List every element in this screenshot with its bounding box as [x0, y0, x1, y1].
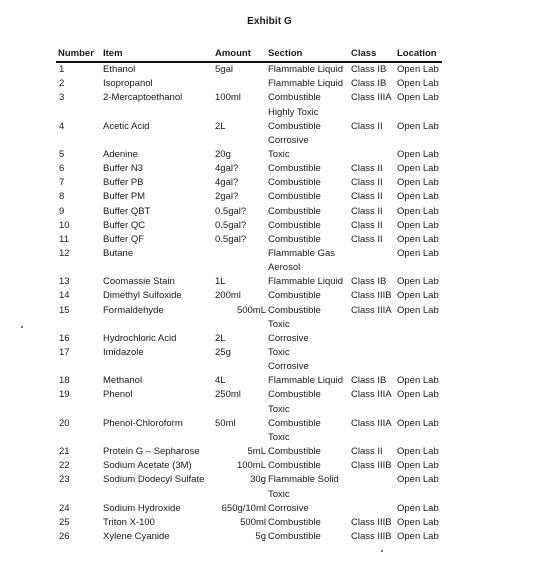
row-item: Buffer PB [103, 177, 144, 189]
row-section: Flammable Solid [268, 474, 339, 486]
row-class: Class IIIA [351, 304, 392, 316]
table-row [0, 93, 539, 105]
row-number: 26 [59, 531, 70, 542]
header-rule [56, 61, 442, 63]
row-amount: 500mL [236, 304, 266, 316]
table-row [0, 192, 539, 204]
row-item: Sodium Hydroxide [103, 502, 181, 514]
row-section: Flammable Liquid [268, 64, 343, 75]
header-section: Section [268, 48, 303, 59]
row-number: 15 [59, 304, 70, 316]
row-item: 2-Mercaptoethanol [103, 92, 183, 104]
row-class: Class IIIA [351, 389, 392, 401]
row-section: Corrosive [268, 361, 309, 373]
row-section: Combustible [268, 417, 321, 429]
row-amount: 100mL [236, 460, 266, 472]
row-amount: 4gal? [215, 163, 239, 175]
row-item: Buffer QBT [103, 205, 151, 217]
table-row [0, 348, 539, 360]
row-section: Toxic [268, 488, 290, 500]
row-section: Combustible [268, 92, 321, 104]
row-amount: 30g [250, 474, 266, 486]
row-number: 17 [59, 347, 70, 358]
table-row [0, 461, 539, 473]
row-section: Toxic [268, 431, 290, 443]
row-item: Xylene Cyanide [103, 531, 170, 542]
scan-speck [381, 550, 383, 552]
table-row [0, 376, 539, 388]
header-number: Number [58, 48, 94, 59]
row-section: Corrosive [268, 332, 309, 344]
table-row [0, 178, 539, 190]
row-number: 20 [59, 417, 70, 429]
row-class: Class II [351, 233, 383, 245]
row-location: Open Lab [397, 64, 439, 75]
row-section: Combustible [268, 290, 321, 302]
row-amount: 1L [215, 276, 226, 288]
row-item: Phenol [103, 389, 133, 401]
row-number: 2 [59, 78, 65, 90]
row-section: Combustible [268, 163, 321, 175]
table-row [0, 164, 539, 176]
row-number: 22 [59, 460, 70, 472]
row-section: Flammable Liquid [268, 78, 343, 90]
row-number: 12 [59, 248, 70, 259]
row-number: 3 [59, 92, 65, 104]
row-section: Combustible [268, 531, 321, 542]
row-section: Combustible [268, 304, 321, 316]
row-section: Combustible [268, 191, 321, 203]
exhibit-title: Exhibit G [247, 16, 292, 27]
row-number: 7 [59, 177, 65, 189]
row-item: Formaldehyde [103, 304, 164, 316]
row-amount: 0.5gal? [215, 219, 247, 231]
row-number: 18 [59, 375, 70, 387]
table-row [0, 65, 539, 77]
row-item: Hydrochloric Acid [103, 332, 177, 344]
table-row [0, 390, 539, 402]
row-section: Combustible [268, 233, 321, 245]
row-class: Class IB [351, 375, 387, 387]
row-item: Dimethyl Sulfoxide [103, 290, 182, 302]
table-row [0, 263, 539, 275]
header-item: Item [103, 48, 123, 59]
row-class: Class II [351, 177, 383, 189]
row-item: Buffer PM [103, 191, 146, 203]
row-number: 4 [59, 120, 65, 132]
row-location: Open Lab [397, 531, 439, 542]
row-item: Acetic Acid [103, 120, 150, 132]
row-section: Combustible [268, 120, 321, 132]
row-amount: 2L [215, 120, 226, 132]
row-amount: 500ml [240, 516, 266, 528]
row-section: Toxic [268, 318, 290, 330]
row-section: Corrosive [268, 134, 309, 146]
row-location: Open Lab [397, 276, 439, 288]
row-location: Open Lab [397, 446, 439, 458]
row-location: Open Lab [397, 417, 439, 429]
table-row [0, 122, 539, 134]
row-location: Open Lab [397, 460, 439, 472]
row-location: Open Lab [397, 474, 439, 486]
scan-speck [21, 326, 23, 328]
row-section: Combustible [268, 177, 321, 189]
row-section: Combustible [268, 205, 321, 217]
row-section: Combustible [268, 460, 321, 472]
row-section: Highly Toxic [268, 106, 319, 118]
row-section: Combustible [268, 516, 321, 528]
row-class: Class IIIB [351, 531, 392, 542]
table-row [0, 207, 539, 219]
row-class: Class IIIB [351, 460, 392, 472]
header-location: Location [397, 48, 437, 59]
row-section: Corrosive [268, 502, 309, 514]
row-amount: 650g/10ml [221, 502, 266, 514]
header-class: Class [351, 48, 377, 59]
row-location: Open Lab [397, 219, 439, 231]
row-class: Class II [351, 205, 383, 217]
row-item: Buffer QF [103, 233, 145, 245]
row-item: Protein G – Sepharose [103, 446, 200, 458]
row-class: Class IB [351, 276, 387, 288]
table-row [0, 362, 539, 374]
table-row [0, 291, 539, 303]
row-amount: 50ml [215, 417, 236, 429]
row-item: Ethanol [103, 64, 136, 75]
row-number: 25 [59, 516, 70, 528]
row-amount: 4L [215, 375, 226, 387]
table-row [0, 532, 539, 544]
row-amount: 200ml [215, 290, 241, 302]
row-item: Sodium Acetate (3M) [103, 460, 192, 472]
row-section: Flammable Liquid [268, 375, 343, 387]
row-number: 13 [59, 276, 70, 288]
row-number: 14 [59, 290, 70, 302]
row-location: Open Lab [397, 502, 439, 514]
row-amount: 250ml [215, 389, 241, 401]
row-section: Toxic [268, 403, 290, 415]
row-location: Open Lab [397, 205, 439, 217]
row-number: 6 [59, 163, 65, 175]
row-class: Class IIIA [351, 417, 392, 429]
row-amount: 2gal? [215, 191, 239, 203]
row-number: 16 [59, 332, 70, 344]
table-row [0, 320, 539, 332]
row-amount: 2L [215, 332, 226, 344]
row-location: Open Lab [397, 92, 439, 104]
row-location: Open Lab [397, 148, 439, 160]
row-item: Sodium Dodecyl Sulfate [103, 474, 205, 486]
row-number: 1 [59, 64, 65, 75]
table-row [0, 108, 539, 120]
row-number: 5 [59, 148, 65, 160]
table-row [0, 504, 539, 516]
table-row [0, 334, 539, 346]
row-section: Flammable Gas [268, 248, 336, 259]
row-item: Adenine [103, 148, 138, 160]
row-number: 21 [59, 446, 70, 458]
row-amount: 5g [255, 531, 266, 542]
table-row [0, 235, 539, 247]
row-location: Open Lab [397, 177, 439, 189]
row-amount: 4gal? [215, 177, 239, 189]
table-row [0, 475, 539, 487]
row-class: Class II [351, 120, 383, 132]
row-item: Isopropanol [103, 78, 153, 90]
row-location: Open Lab [397, 290, 439, 302]
table-row [0, 405, 539, 417]
table-row [0, 306, 539, 318]
row-item: Triton X-100 [103, 516, 155, 528]
row-number: 24 [59, 502, 70, 514]
row-number: 8 [59, 191, 65, 203]
table-row [0, 150, 539, 162]
row-number: 9 [59, 205, 65, 217]
table-row [0, 419, 539, 431]
table-row [0, 447, 539, 459]
table-row [0, 79, 539, 91]
row-location: Open Lab [397, 78, 439, 90]
table-row [0, 277, 539, 289]
row-section: Combustible [268, 219, 321, 231]
table-row [0, 221, 539, 233]
row-section: Toxic [268, 148, 290, 160]
row-location: Open Lab [397, 389, 439, 401]
row-amount: 20g [215, 148, 231, 160]
row-section: Aerosol [268, 262, 301, 274]
row-item: Buffer QC [103, 219, 146, 231]
row-class: Class II [351, 191, 383, 203]
table-row [0, 518, 539, 530]
row-number: 19 [59, 389, 70, 401]
row-item: Phenol-Chloroform [103, 417, 183, 429]
row-class: Class IIIA [351, 92, 392, 104]
row-class: Class II [351, 219, 383, 231]
table-row [0, 433, 539, 445]
row-amount: 100ml [215, 92, 241, 104]
row-section: Flammable Liquid [268, 276, 343, 288]
row-class: Class IB [351, 64, 387, 75]
row-section: Combustible [268, 389, 321, 401]
row-item: Coomassie Stain [103, 276, 175, 288]
table-row [0, 249, 539, 261]
row-number: 23 [59, 474, 70, 486]
row-amount: 25g [215, 347, 231, 358]
row-number: 11 [59, 233, 69, 245]
table-row [0, 490, 539, 502]
row-location: Open Lab [397, 191, 439, 203]
header-amount: Amount [215, 48, 251, 59]
row-class: Class IIIB [351, 516, 392, 528]
row-class: Class II [351, 446, 383, 458]
row-amount: 5mL [247, 446, 266, 458]
table-row [0, 136, 539, 148]
row-location: Open Lab [397, 304, 439, 316]
row-amount: 0.5gal? [215, 205, 247, 217]
row-class: Class IIIB [351, 290, 392, 302]
row-location: Open Lab [397, 248, 439, 259]
row-location: Open Lab [397, 516, 439, 528]
row-item: Methanol [103, 375, 143, 387]
row-class: Class IB [351, 78, 387, 90]
row-class: Class II [351, 163, 383, 175]
row-location: Open Lab [397, 375, 439, 387]
row-amount: 0.5gal? [215, 233, 247, 245]
row-item: Imidazole [103, 347, 144, 358]
row-location: Open Lab [397, 233, 439, 245]
row-section: Combustible [268, 446, 321, 458]
row-amount: 5gal [215, 64, 233, 75]
row-section: Toxic [268, 347, 290, 358]
row-item: Butane [103, 248, 134, 259]
row-location: Open Lab [397, 163, 439, 175]
row-location: Open Lab [397, 120, 439, 132]
row-number: 10 [59, 219, 70, 231]
row-item: Buffer N3 [103, 163, 143, 175]
